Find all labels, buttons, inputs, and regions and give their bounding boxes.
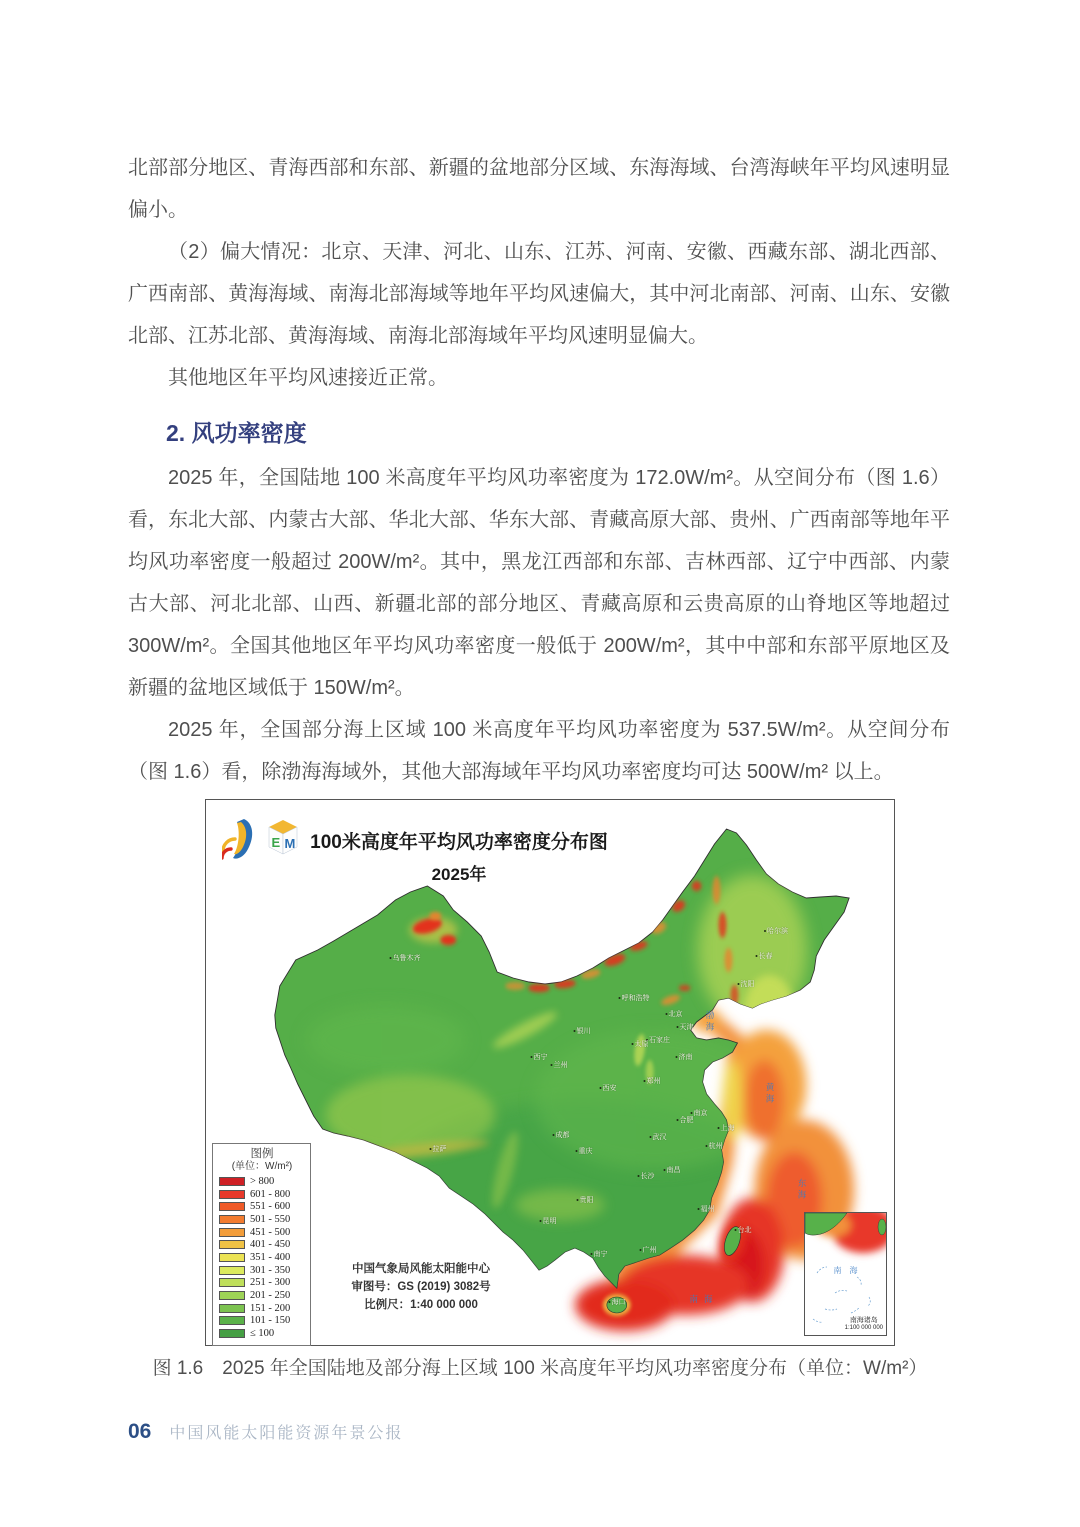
legend-range-label: 201 - 250 (250, 1290, 291, 1302)
legend-items (219, 1175, 305, 1340)
city-dot (591, 1253, 593, 1255)
city-label: 福州 (698, 1204, 715, 1214)
sea-label: 黄海 (765, 1082, 775, 1106)
city-dot (718, 1127, 720, 1129)
city-label: 沈阳 (738, 979, 755, 989)
city-label: 广州 (640, 1245, 657, 1255)
map-legend (212, 1143, 311, 1346)
city-label: 杭州 (706, 1141, 723, 1151)
city-label: 合肥 (677, 1115, 694, 1125)
legend-range-label: 101 - 150 (250, 1315, 291, 1327)
legend-range-label: 401 - 450 (250, 1239, 291, 1251)
legend-item (219, 1289, 305, 1302)
city-label: 南京 (691, 1108, 708, 1118)
legend-color-swatch (219, 1291, 245, 1300)
legend-range-label: 451 - 500 (250, 1226, 291, 1238)
city-dot (531, 1056, 533, 1058)
city-dot (390, 957, 392, 959)
city-dot (706, 1145, 708, 1147)
legend-color-swatch (219, 1228, 245, 1237)
city-dot (666, 1013, 668, 1015)
text-blocks (128, 147, 950, 793)
legend-item (219, 1238, 305, 1251)
city-label: 济南 (676, 1052, 693, 1062)
city-dot (600, 1087, 602, 1089)
city-dot (551, 1064, 553, 1066)
legend-range-label: 501 - 550 (250, 1213, 291, 1225)
legend-item (219, 1302, 305, 1315)
legend-item (219, 1277, 305, 1290)
city-dot (764, 930, 766, 932)
city-dot (632, 1043, 634, 1045)
legend-color-swatch (219, 1202, 245, 1211)
city-label: 长沙 (638, 1171, 655, 1181)
city-dot (676, 1056, 678, 1058)
city-dot (540, 1220, 542, 1222)
city-label: 天津 (677, 1022, 694, 1032)
city-label: 长春 (756, 951, 773, 961)
inset-sea-label: 南海 (833, 1266, 866, 1275)
city-dot (677, 1026, 679, 1028)
city-label: 南昌 (664, 1165, 681, 1175)
figure-1-6 (205, 799, 895, 1346)
map-attribution (309, 1260, 533, 1314)
city-dot (691, 1112, 693, 1114)
city-dot (650, 1136, 652, 1138)
city-label: 成都 (553, 1130, 570, 1140)
legend-color-swatch (219, 1266, 245, 1275)
city-label: 南宁 (591, 1249, 608, 1259)
city-dot (735, 1229, 737, 1231)
inset-scale: 1:100 000 000 (844, 1325, 883, 1331)
legend-unit: (单位：W/m²) (231, 1161, 293, 1172)
city-label: 海口 (609, 1297, 626, 1307)
section-heading: 2. 风功率密度 (166, 420, 307, 446)
legend-color-swatch (219, 1177, 245, 1186)
city-dot (430, 1148, 432, 1150)
city-label: 银川 (574, 1026, 591, 1036)
legend-title: 图例 (250, 1148, 274, 1160)
legend-item (219, 1175, 305, 1188)
legend-color-swatch (219, 1215, 245, 1224)
publication-title: 中国风能太阳能资源年景公报 (169, 1425, 404, 1442)
city-dot (756, 955, 758, 957)
attribution-line: 比例尺：1:40 000 000 (364, 1299, 478, 1311)
legend-item (219, 1200, 305, 1213)
page-number: 06 (128, 1420, 152, 1443)
city-dot (677, 1119, 679, 1121)
city-dot (576, 1150, 578, 1152)
legend-item (219, 1188, 305, 1201)
city-label: 昆明 (540, 1216, 557, 1226)
city-dot (638, 1175, 640, 1177)
paragraph: 2025 年，全国陆地 100 米高度年平均风功率密度为 172.0W/m²。从空间分布（图 1.6）看，东北大部、内蒙古大部、华北大部、华东大部、青藏高原大部、贵州、广西南部等地年平均风功率密度一般超过 200W/m²。其中，黑龙江西部和东部、吉林西部、辽宁中西部、内蒙古大部、河北北部、山西、新疆北部的部分地区、青藏高原和云贵高原的山脊地区等地超过 300W/m²。全国其他地区年平均风功率密度一般低于 200W/m²，其中中部和东部平原地区及新疆的盆地区域低于 150W/m²。 (128, 467, 950, 699)
city-label: 贵阳 (577, 1195, 594, 1205)
legend-range-label: 251 - 300 (250, 1277, 291, 1289)
city-dot (609, 1301, 611, 1303)
legend-color-swatch (219, 1253, 245, 1262)
legend-range-label: 151 - 200 (250, 1302, 291, 1314)
svg-text:M: M (284, 836, 296, 851)
map-subtitle: 2025年 (431, 865, 487, 884)
legend-color-swatch (219, 1240, 245, 1249)
legend-color-swatch (219, 1304, 245, 1313)
city-label: 郑州 (644, 1076, 661, 1086)
legend-item (219, 1264, 305, 1277)
city-label: 太原 (632, 1039, 649, 1049)
legend-range-label: 351 - 400 (250, 1251, 291, 1263)
paragraph: 北部部分地区、青海西部和东部、新疆的盆地部分区域、东海海域、台湾海峡年平均风速明显偏小。 (128, 157, 950, 221)
map-title: 100米高度年平均风功率密度分布图 (310, 832, 608, 853)
legend-range-label: > 800 (250, 1175, 275, 1187)
city-label: 西宁 (531, 1052, 548, 1062)
city-label: 拉萨 (430, 1144, 447, 1154)
city-label: 石家庄 (646, 1035, 670, 1045)
sea-label: 东海 (797, 1178, 807, 1202)
legend-item (219, 1251, 305, 1264)
sea-label: 南海 (689, 1294, 719, 1304)
city-dot (640, 1249, 642, 1251)
city-label: 台北 (735, 1225, 752, 1235)
attribution-line: 中国气象局风能太阳能中心 (352, 1263, 490, 1275)
legend-item (219, 1315, 305, 1328)
sea-label: 渤海 (705, 1010, 715, 1034)
south-china-sea-inset (804, 1212, 887, 1336)
city-label: 哈尔滨 (764, 926, 788, 936)
legend-color-swatch (219, 1190, 245, 1199)
figure-caption: 图 1.6 2025 年全国陆地及部分海上区域 100 米高度年平均风功率密度分布（单位：W/m²） (152, 1358, 928, 1379)
legend-range-label: ≤ 100 (250, 1328, 275, 1340)
legend-range-label: 551 - 600 (250, 1201, 291, 1213)
legend-range-label: 301 - 350 (250, 1264, 291, 1276)
paragraph: （2）偏大情况：北京、天津、河北、山东、江苏、河南、安徽、西藏东部、湖北西部、广西南部、黄海海域、南海北部海域等地年平均风速偏大，其中河北南部、河南、山东、安徽北部、江苏北部、黄海海域、南海北部海域年平均风速明显偏大。 (128, 241, 950, 347)
city-dot (577, 1199, 579, 1201)
legend-color-swatch (219, 1278, 245, 1287)
legend-item (219, 1327, 305, 1340)
city-dot (619, 997, 621, 999)
city-label: 西安 (600, 1083, 617, 1093)
city-dot (574, 1030, 576, 1032)
city-label: 乌鲁木齐 (390, 953, 421, 963)
city-label: 北京 (666, 1009, 683, 1019)
inset-caption (845, 1317, 883, 1332)
legend-color-swatch (219, 1316, 245, 1325)
legend-item (219, 1213, 305, 1226)
city-label: 武汉 (650, 1132, 667, 1142)
city-label: 呼和浩特 (619, 993, 650, 1003)
city-dot (644, 1080, 646, 1082)
attribution-line: 审图号：GS (2019) 3082号 (351, 1281, 491, 1293)
legend-color-swatch (219, 1329, 245, 1338)
city-dot (553, 1134, 555, 1136)
city-label: 上海 (718, 1123, 735, 1133)
paragraph: 2025 年，全国部分海上区域 100 米高度年平均风功率密度为 537.5W/m²。从空间分布（图 1.6）看，除渤海海域外，其他大部海域年平均风功率密度均可达 500W/m² 以上。 (128, 719, 950, 783)
city-label: 兰州 (551, 1060, 568, 1070)
city-label: 重庆 (576, 1146, 593, 1156)
svg-text:E: E (271, 835, 281, 850)
city-dot (664, 1169, 666, 1171)
inset-islands-label: 南海诸岛 (849, 1317, 878, 1324)
city-dot (738, 983, 740, 985)
legend-item (219, 1226, 305, 1239)
city-dot (698, 1208, 700, 1210)
paragraph: 其他地区年平均风速接近正常。 (168, 367, 448, 389)
legend-range-label: 601 - 800 (250, 1188, 291, 1200)
page-footer (128, 1420, 403, 1444)
